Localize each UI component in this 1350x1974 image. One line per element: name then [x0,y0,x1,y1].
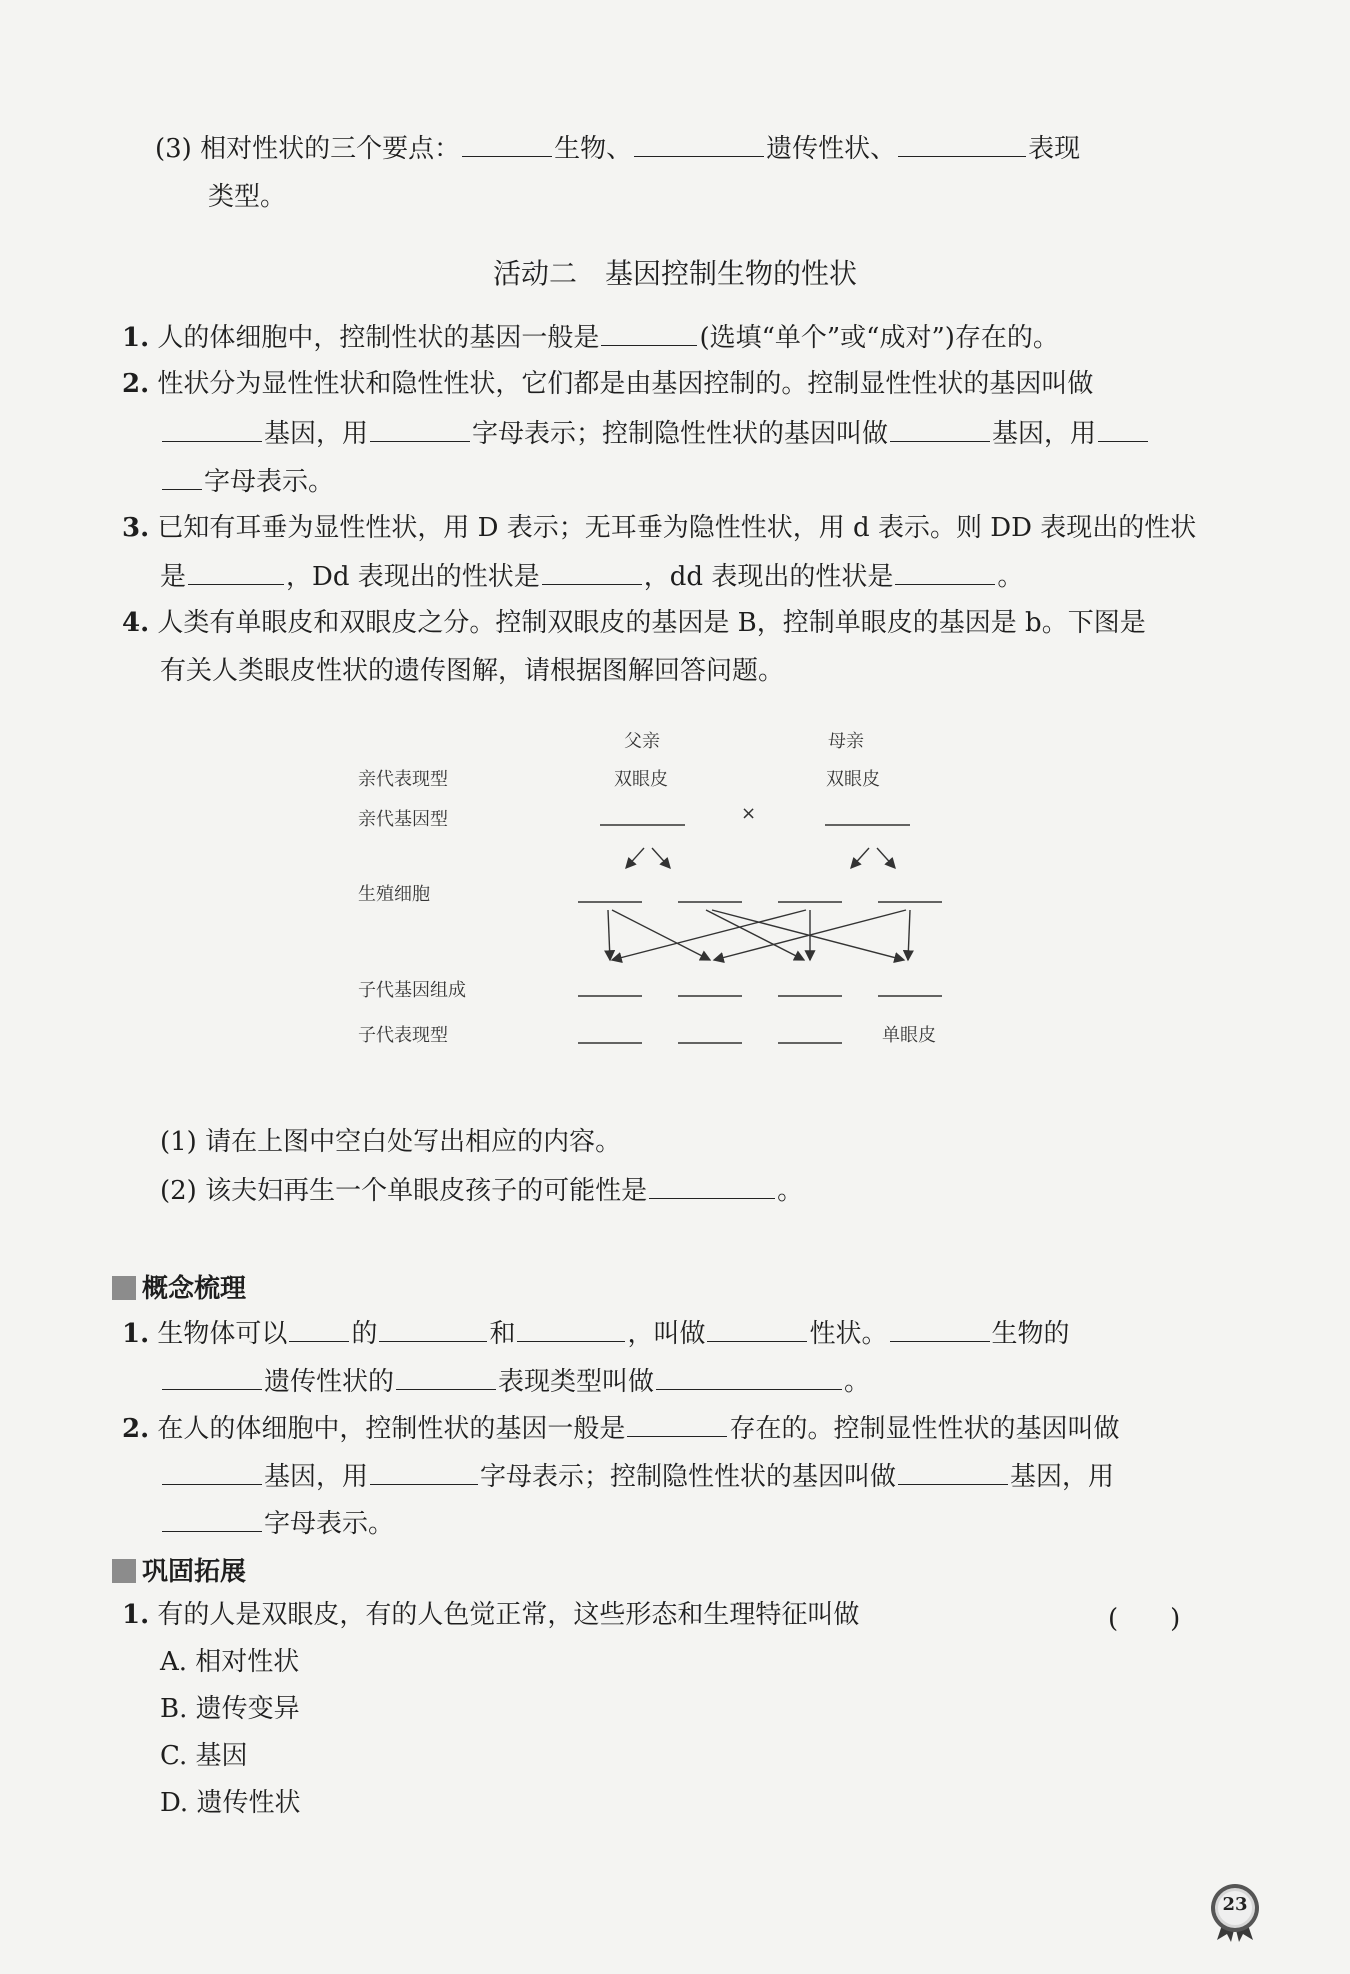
option-a[interactable]: A. 相对性状 [160,1647,300,1677]
a2-q3-l2: 是 ，Dd 表现出的性状是 ，dd 表现出的性状是 。 [160,558,1023,594]
blank[interactable] [1098,415,1148,442]
blank[interactable] [601,319,697,346]
a2-q4-l2: 有关人类眼皮性状的遗传图解，请根据图解回答问题。 [160,656,785,686]
mother-label: 母亲 [828,731,864,752]
q4-sub1: (1) 请在上图中空白处写出相应的内容。 [160,1127,622,1157]
a2-q2: 2. 性状分为显性性状和隐性性状，它们都是由基因控制的。控制显性性状的基因叫做 [122,369,1094,399]
blank[interactable] [162,463,202,490]
blank[interactable] [289,1315,349,1342]
activity-title: 活动二 基因控制生物的性状 [492,257,857,290]
blank[interactable] [890,415,990,442]
answer-paren[interactable]: ( ) [1108,1604,1181,1634]
mother-phenotype: 双眼皮 [826,769,880,790]
row-parent-phenotype: 亲代表现型 [358,769,448,790]
row-gametes: 生殖细胞 [358,884,430,905]
blank[interactable] [379,1315,487,1342]
intro-q3: (3) 相对性状的三个要点： 生物、 遗传性状、 表现 [155,130,1080,166]
e-q1: 1. 有的人是双眼皮，有的人色觉正常，这些形态和生理特征叫做 [122,1600,860,1630]
father-phenotype: 双眼皮 [614,769,668,790]
blank[interactable] [649,1172,775,1199]
a2-q2-l2: 基因，用 字母表示；控制隐性性状的基因叫做 基因，用 [160,415,1150,451]
blank[interactable] [162,1458,262,1485]
row-child-genotype: 子代基因组成 [358,980,466,1001]
c-q1-l2: 遗传性状的 表现类型叫做 。 [160,1363,870,1399]
blank[interactable] [634,130,764,157]
blank[interactable] [162,1363,262,1390]
a2-q2-l3: 字母表示。 [160,463,334,499]
c-q1: 1. 生物体可以 的 和 ，叫做 性状。 生物的 [122,1315,1070,1351]
intro-q3-cont: 类型。 [208,182,287,212]
c-q2: 2. 在人的体细胞中，控制性状的基因一般是 存在的。控制显性性状的基因叫做 [122,1410,1119,1446]
blank[interactable] [898,1458,1008,1485]
a2-q3: 3. 已知有耳垂为显性性状，用 D 表示；无耳垂为隐性性状，用 d 表示。则 DD 表现出的性状 [122,513,1197,543]
blank[interactable] [656,1363,842,1390]
cross-symbol: × [741,803,757,824]
father-label: 父亲 [624,731,660,752]
a2-q1: 1. 人的体细胞中，控制性状的基因一般是 (选填“单个”或“成对”)存在的。 [122,319,1059,355]
blank[interactable] [162,1505,262,1532]
blank[interactable] [895,558,995,585]
child4-phenotype: 单眼皮 [882,1025,936,1046]
blank[interactable] [396,1363,496,1390]
blank[interactable] [898,130,1026,157]
blank[interactable] [890,1315,990,1342]
blank[interactable] [627,1410,727,1437]
blank[interactable] [370,415,470,442]
blank[interactable] [707,1315,807,1342]
blank[interactable] [370,1458,478,1485]
page-number: 23 [1222,1894,1248,1915]
section-square-icon [112,1559,136,1583]
option-b[interactable]: B. 遗传变异 [160,1694,300,1724]
section-extension: 巩固拓展 [112,1551,246,1588]
option-d[interactable]: D. 遗传性状 [160,1788,301,1818]
option-c[interactable]: C. 基因 [160,1741,248,1771]
blank[interactable] [542,558,642,585]
row-child-phenotype: 子代表现型 [358,1025,448,1046]
blank[interactable] [162,415,262,442]
c-q2-l3: 字母表示。 [160,1505,394,1541]
a2-q4: 4. 人类有单眼皮和双眼皮之分。控制双眼皮的基因是 B，控制单眼皮的基因是 b。下图是 [122,608,1146,638]
blank[interactable] [462,130,552,157]
section-concepts: 概念梳理 [112,1268,246,1305]
blank[interactable] [517,1315,625,1342]
row-parent-genotype: 亲代基因型 [358,809,448,830]
blank[interactable] [188,558,284,585]
c-q2-l2: 基因，用 字母表示；控制隐性性状的基因叫做 基因，用 [160,1458,1114,1494]
section-square-icon [112,1276,136,1300]
q4-sub2: (2) 该夫妇再生一个单眼皮孩子的可能性是 。 [160,1172,803,1208]
